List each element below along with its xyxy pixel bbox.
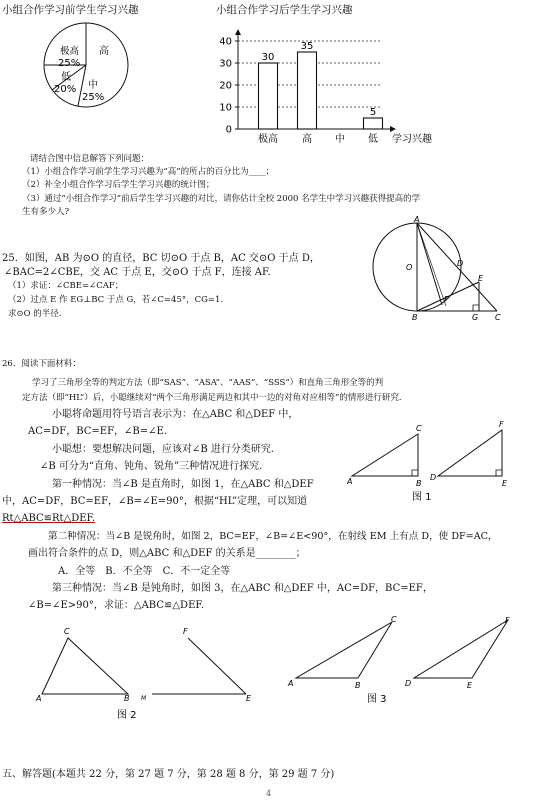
pie-slice-mid-pct: 25% xyxy=(82,92,105,103)
q26-head: 26．阅读下面材料： xyxy=(2,359,81,369)
page-number: 4 xyxy=(266,789,272,798)
q24-intro: 请结合图中信息解答下列问题： xyxy=(30,154,150,164)
bar-title: 小组合作学习后学生学习兴趣 xyxy=(216,4,353,16)
q26-line5: 小聪想：要想解决问题，应该对∠B 进行分类研究. xyxy=(52,444,275,455)
y-tick-label-3: 30 xyxy=(219,58,232,70)
q26-line7: 第一种情况：当∠B 是直角时，如图 1，在△ABC 和△DEF xyxy=(52,479,314,490)
fig3-caption: 图 3 xyxy=(367,694,387,705)
x-axis-label: 学习兴趣 xyxy=(392,134,432,145)
bar-value-label-1: 35 xyxy=(300,41,314,52)
fig2-caption: 图 2 xyxy=(117,710,137,721)
q26-line3: 小聪将命题用符号语言表示为：在△ABC 和△DEF 中， xyxy=(52,409,299,420)
q26-line8: 中，AC=DF，BC=EF，∠B=∠E=90°，根据“HL”定理，可以知道 xyxy=(2,496,308,507)
q26-line13: ∠B=∠E>90°，求证：△ABC≌△DEF. xyxy=(28,600,204,611)
q26-line6: ∠B 可分为“直角、钝角、锐角”三种情况进行探究. xyxy=(40,461,263,472)
fig2-label-B: B xyxy=(124,694,130,703)
q26-line2: 定方法（即“HL”）后，小聪继续对“两个三角形满足两边和其中一边的对角对应相等”的情形进行研究. xyxy=(22,393,402,403)
y-tick-label-4: 40 xyxy=(219,36,232,48)
q25-label-A: A xyxy=(414,215,420,224)
q24-part2: （2）补全小组合作学习后学生学习兴趣的统计图； xyxy=(22,180,215,190)
q24-part3b: 生有多少人? xyxy=(22,207,70,217)
q26-line1: 学习了三角形全等的判定方法（即“SAS”、“ASA”、“AAS”、“SSS”）和直角三角形全等的判 xyxy=(32,378,384,388)
y-tick-label-2: 20 xyxy=(219,80,232,92)
section-five-heading: 五、解答题(本题共 22 分，第 27 题 7 分，第 28 题 8 分，第 29 题 7 分) xyxy=(2,769,335,780)
bar-value-label-0: 30 xyxy=(261,52,275,63)
x-tick-label-0: 极高 xyxy=(258,134,278,145)
fig1-label-E: E xyxy=(502,479,508,488)
x-tick-label-3: 低 xyxy=(368,134,378,145)
x-tick-label-1: 高 xyxy=(302,134,312,145)
q24-part1: （1）小组合作学习前学生学习兴趣为“高”的所占的百分比为____； xyxy=(22,167,275,177)
fig3-label-C: C xyxy=(391,615,397,624)
q26-line10a: 第二种情况：当∠B 是锐角时，如图 2，BC=EF，∠B=∠E<90°，在射线 EM 上有点 D，使 DF=AC， xyxy=(48,531,498,542)
q25-part1: （1）求证：∠CBE=∠CAF； xyxy=(8,281,124,291)
fig2-label-A: A xyxy=(36,694,42,703)
fig2-label-E: E xyxy=(246,694,252,703)
fig1-label-B: B xyxy=(416,479,422,488)
fig1-label-F: F xyxy=(499,420,504,429)
y-tick-label-1: 10 xyxy=(219,102,232,114)
q25-label-B: B xyxy=(412,313,418,322)
fig3-label-F: F xyxy=(505,616,510,625)
fig3-label-E: E xyxy=(467,681,473,690)
pie-slice-low-label: 低 xyxy=(61,72,71,83)
pie-slice-mid-label: 中 xyxy=(88,80,98,91)
fig2-label-F: F xyxy=(183,627,188,636)
pie-slice-veryhigh-pct: 25% xyxy=(58,58,81,69)
q25-label-E: E xyxy=(478,274,484,283)
pie-slice-veryhigh-label: 极高 xyxy=(60,46,80,57)
fig1-caption: 图 1 xyxy=(412,492,432,503)
bar-value-label-3: 5 xyxy=(369,107,377,118)
x-tick-label-2: 中 xyxy=(335,134,345,145)
q25-part2: （2）过点 E 作 EG⊥BC 于点 G，若∠C=45°，CG=1. xyxy=(8,295,224,305)
q25-label-C: C xyxy=(495,313,501,322)
pie-title: 小组合作学习前学生学习兴趣 xyxy=(2,4,139,16)
fig1-label-D: D xyxy=(430,473,437,482)
q25-line2: ∠BAC=2∠CBE，交 AC 于点 E，交⊙O 于点 F，连接 AF. xyxy=(4,267,271,278)
fig2-label-C: C xyxy=(64,627,70,636)
fig2-label-M: M xyxy=(141,695,147,702)
q25-label-F: F xyxy=(444,295,449,304)
fig3-label-B: B xyxy=(355,681,361,690)
q25-label-G: G xyxy=(472,313,479,322)
q25-label-O: O xyxy=(406,263,413,272)
q26-line9: Rt△ABC≌Rt△DEF. xyxy=(2,513,96,524)
q26-line12: 第三种情况：当∠B 是钝角时，如图 3，在△ABC 和△DEF 中，AC=DF，BC=EF， xyxy=(52,583,433,594)
q26-line4: AC=DF，BC=EF，∠B=∠E. xyxy=(28,426,167,437)
q25-line1: 25．如图，AB 为⊙O 的直径，BC 切⊙O 于点 B，AC 交⊙O 于点 D， xyxy=(2,253,320,264)
fig1-label-C: C xyxy=(416,424,422,433)
fig3-label-D: D xyxy=(405,679,412,688)
q26-line10b: 画出符合条件的点 D，则△ABC 和△DEF 的关系是________； xyxy=(28,548,306,559)
pie-slice-low-pct: 20% xyxy=(54,84,77,95)
pie-slice-high-label: 高 xyxy=(99,46,109,57)
fig3-label-A: A xyxy=(288,679,294,688)
q25-part3: 求⊙O 的半径. xyxy=(8,309,62,319)
q26-options: A．全等 B．不全等 C．不一定全等 xyxy=(58,566,231,577)
q25-label-D: D xyxy=(457,259,464,268)
fig1-label-A: A xyxy=(347,477,353,486)
y-tick-label-0: 0 xyxy=(225,124,232,136)
q24-part3a: （3）通过“小组合作学习”前后学生学习兴趣的对比，请你估计全校 2000 名学生中学习兴趣获得提高的学 xyxy=(22,194,421,204)
